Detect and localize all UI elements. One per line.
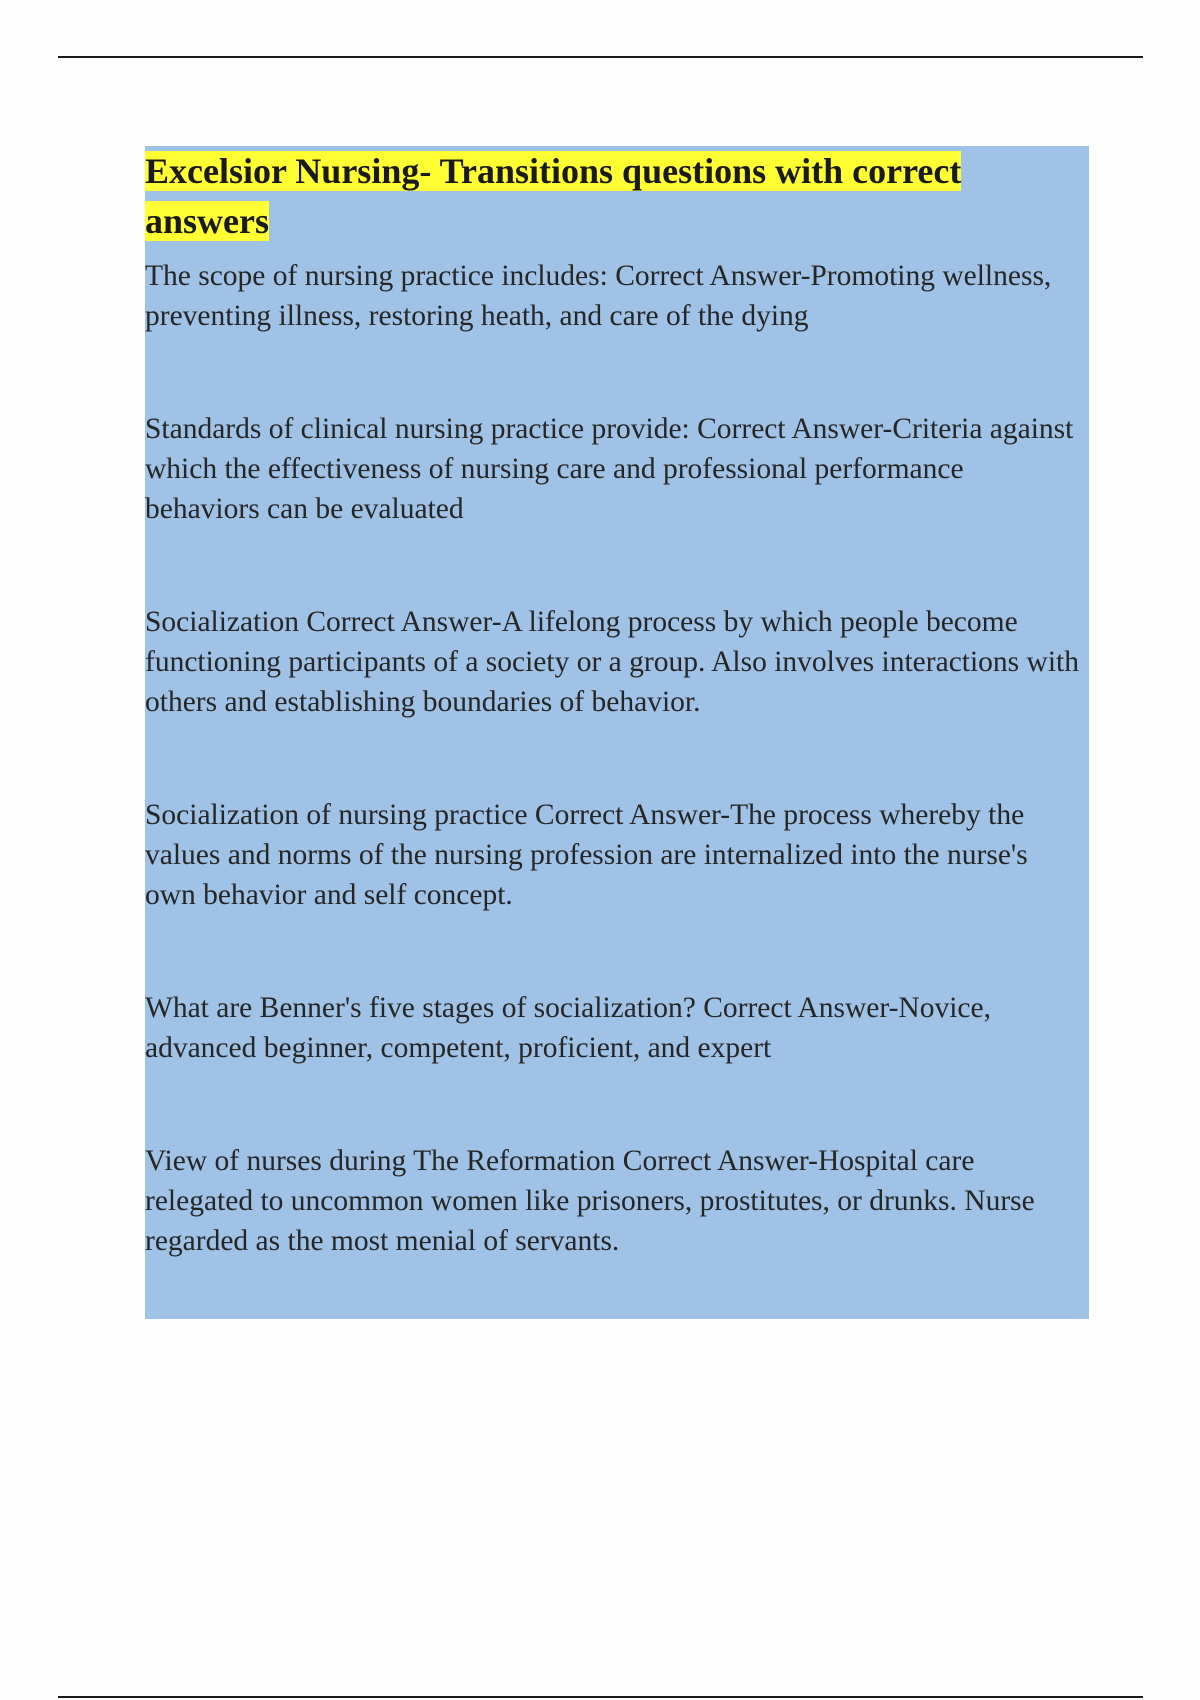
footer-rule — [58, 1696, 1143, 1698]
qa-entry-standards: Standards of clinical nursing practice provide: Correct Answer-Criteria against which the effectiveness of nursing care and professional performance behaviors can be evaluated — [145, 413, 1074, 525]
title-highlight: Excelsior Nursing- Transitions questions with correct answers — [145, 151, 962, 241]
qa-entry-benner-stages: What are Benner's five stages of socialization? Correct Answer-Novice, advanced beginner, competent, proficient, and expert — [145, 992, 991, 1064]
qa-entry-scope: The scope of nursing practice includes: Correct Answer-Promoting wellness, preventing illness, restoring heath, and care of the dying — [145, 260, 1052, 332]
document-title — [145, 146, 1075, 246]
header-rule — [58, 56, 1143, 58]
content-box — [145, 146, 1089, 1319]
qa-entry-reformation: View of nurses during The Reformation Correct Answer-Hospital care relegated to uncommon women like prisoners, prostitutes, or drunks. Nurse regarded as the most menial of servants. — [145, 1145, 1035, 1257]
qa-entry-socialization-nursing: Socialization of nursing practice Correct Answer-The process whereby the values and norms of the nursing profession are internalized into the nurse's own behavior and self concept. — [145, 799, 1028, 911]
qa-entry-socialization: Socialization Correct Answer-A lifelong process by which people become functioning participants of a society or a group. Also involves interactions with others and establishing boundaries of behavior. — [145, 606, 1079, 718]
